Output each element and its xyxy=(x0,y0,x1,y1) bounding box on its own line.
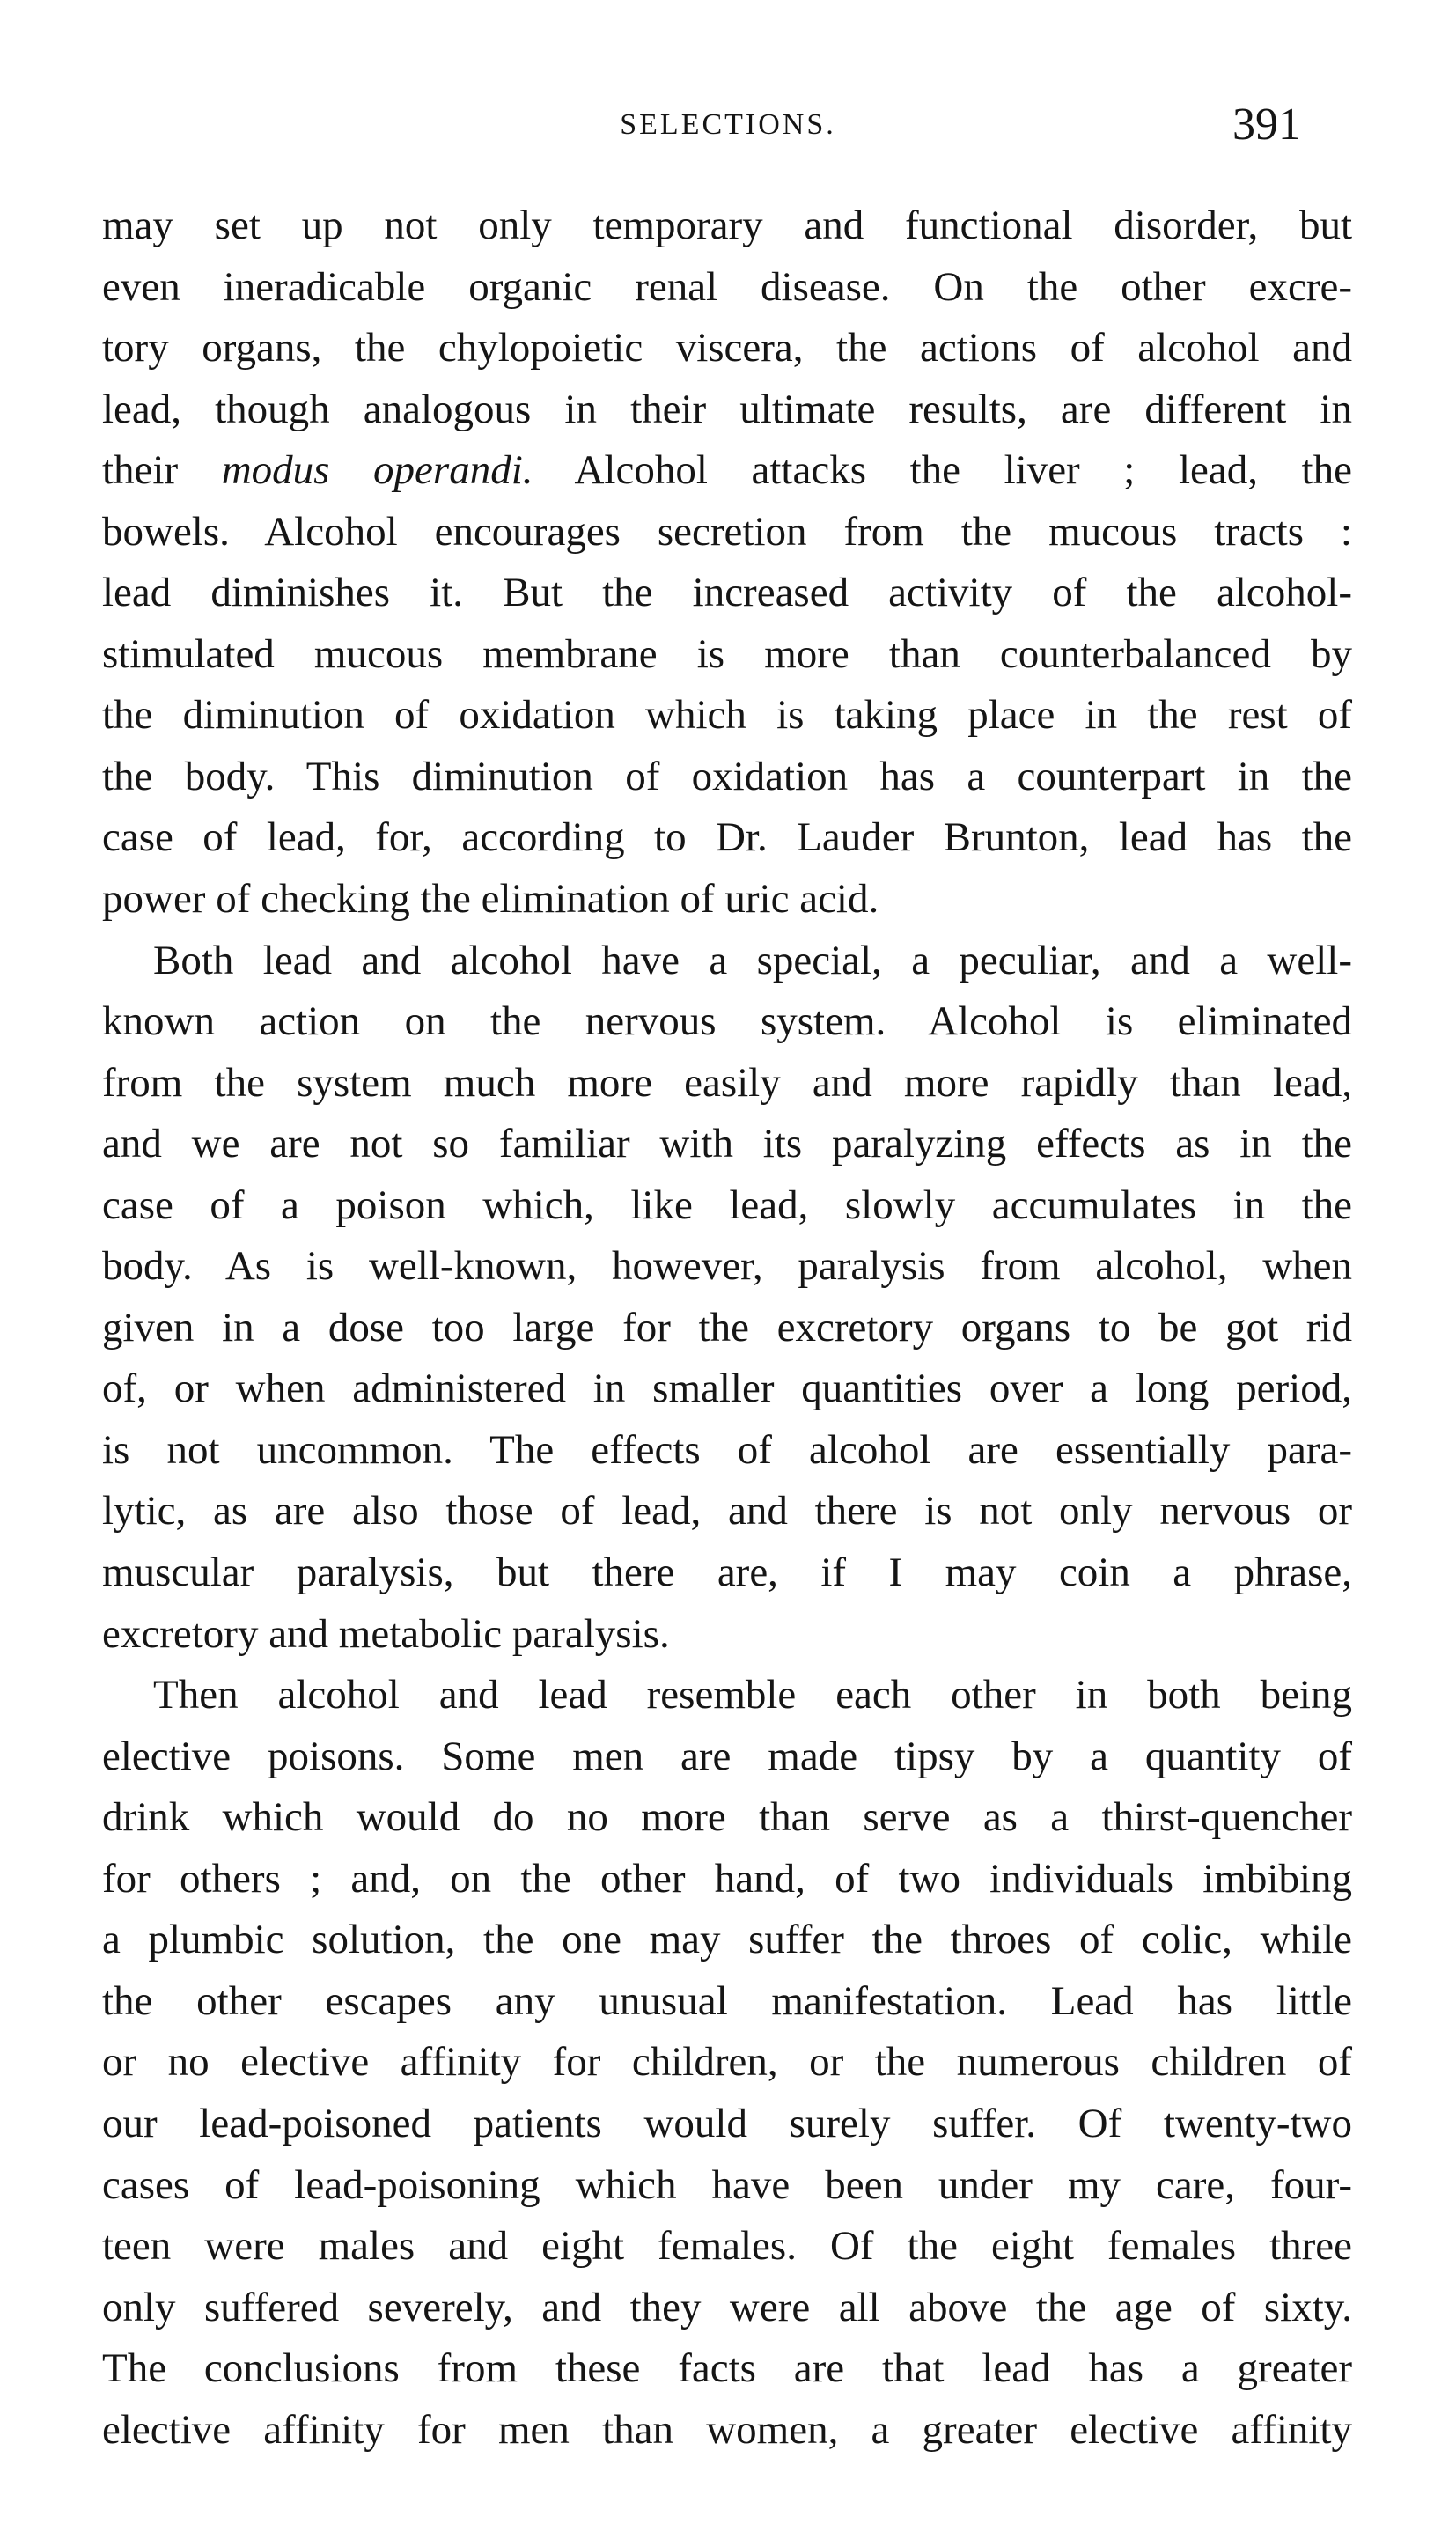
text-line: and we are not so familiar with its paralyzing effects as in the xyxy=(102,1121,1352,1167)
text-line: from the system much more easily and more rapidly than lead, xyxy=(102,1059,1352,1106)
text-line: the other escapes any unusual manifestation. Lead has little xyxy=(102,1977,1352,2024)
text-line: our lead-poisoned patients would surely suffer. Of twenty-two xyxy=(102,2100,1352,2146)
text-line: case of a poison which, like lead, slowly accumulates in the xyxy=(102,1181,1352,1228)
text-line: power of checking the elimination of uric acid. xyxy=(102,876,879,923)
text-line: case of lead, for, according to Dr. Lauder Brunton, lead has the xyxy=(102,814,1352,861)
page-number: 391 xyxy=(1232,99,1301,150)
text-line: for others ; and, on the other hand, of two individuals imbibing xyxy=(102,1855,1352,1902)
text-segment: their xyxy=(102,447,222,494)
running-head xyxy=(0,99,1456,151)
text-line: given in a dose too large for the excretory organs to be got rid xyxy=(102,1304,1352,1351)
text-line: tory organs, the chylopoietic viscera, the actions of alcohol and xyxy=(102,325,1352,372)
text-line: may set up not only temporary and functional disorder, but xyxy=(102,202,1352,248)
text-line: the diminution of oxidation which is taking place in the rest of xyxy=(102,692,1352,739)
body-text xyxy=(102,195,1352,2461)
text-line: teen were males and eight females. Of the eight females three xyxy=(102,2223,1352,2270)
text-segment: Alcohol attacks the liver ; lead, the xyxy=(533,447,1352,494)
text-line: excretory and metabolic paralysis. xyxy=(102,1610,670,1657)
text-line: lead diminishes it. But the increased activity of the alcohol- xyxy=(102,570,1352,616)
running-title: SELECTIONS. xyxy=(620,108,836,141)
text-line: Both lead and alcohol have a special, a peculiar, and a well- xyxy=(153,937,1352,983)
text-line: muscular paralysis, but there are, if I may coin a phrase, xyxy=(102,1549,1352,1596)
text-line: a plumbic solution, the one may suffer the throes of colic, while xyxy=(102,1917,1352,1963)
text-line: known action on the nervous system. Alcohol is eliminated xyxy=(102,998,1352,1045)
text-line: stimulated mucous membrane is more than counterbalanced by xyxy=(102,630,1352,677)
text-line: cases of lead-poisoning which have been under my care, four- xyxy=(102,2161,1352,2208)
text-line: lytic, as are also those of lead, and there is not only nervous or xyxy=(102,1488,1352,1535)
text-line: is not uncommon. The effects of alcohol are essentially para- xyxy=(102,1426,1352,1473)
text-line: only suffered severely, and they were all above the age of sixty. xyxy=(102,2284,1352,2330)
text-line: of, or when administered in smaller quantities over a long period, xyxy=(102,1365,1352,1412)
text-line xyxy=(102,440,1352,502)
text-line: The conclusions from these facts are that lead has a greater xyxy=(102,2345,1352,2392)
text-line: bowels. Alcohol encourages secretion from the mucous tracts : xyxy=(102,508,1352,555)
text-line: elective poisons. Some men are made tipsy by a quantity of xyxy=(102,1733,1352,1779)
text-line: the body. This diminution of oxidation has a counterpart in the xyxy=(102,753,1352,799)
text-line: Then alcohol and lead resemble each other in both being xyxy=(153,1672,1352,1719)
text-line: even ineradicable organic renal disease. On the other excre- xyxy=(102,263,1352,310)
text-line: drink which would do no more than serve as a thirst-quencher xyxy=(102,1794,1352,1841)
text-line: body. As is well-known, however, paralysis from alcohol, when xyxy=(102,1243,1352,1290)
text-line: elective affinity for men than women, a greater elective affinity xyxy=(102,2406,1352,2453)
text-line: or no elective affinity for children, or the numerous children of xyxy=(102,2039,1352,2086)
text-line: lead, though analogous in their ultimate results, are different in xyxy=(102,386,1352,432)
italic-phrase: modus operandi. xyxy=(221,447,533,494)
